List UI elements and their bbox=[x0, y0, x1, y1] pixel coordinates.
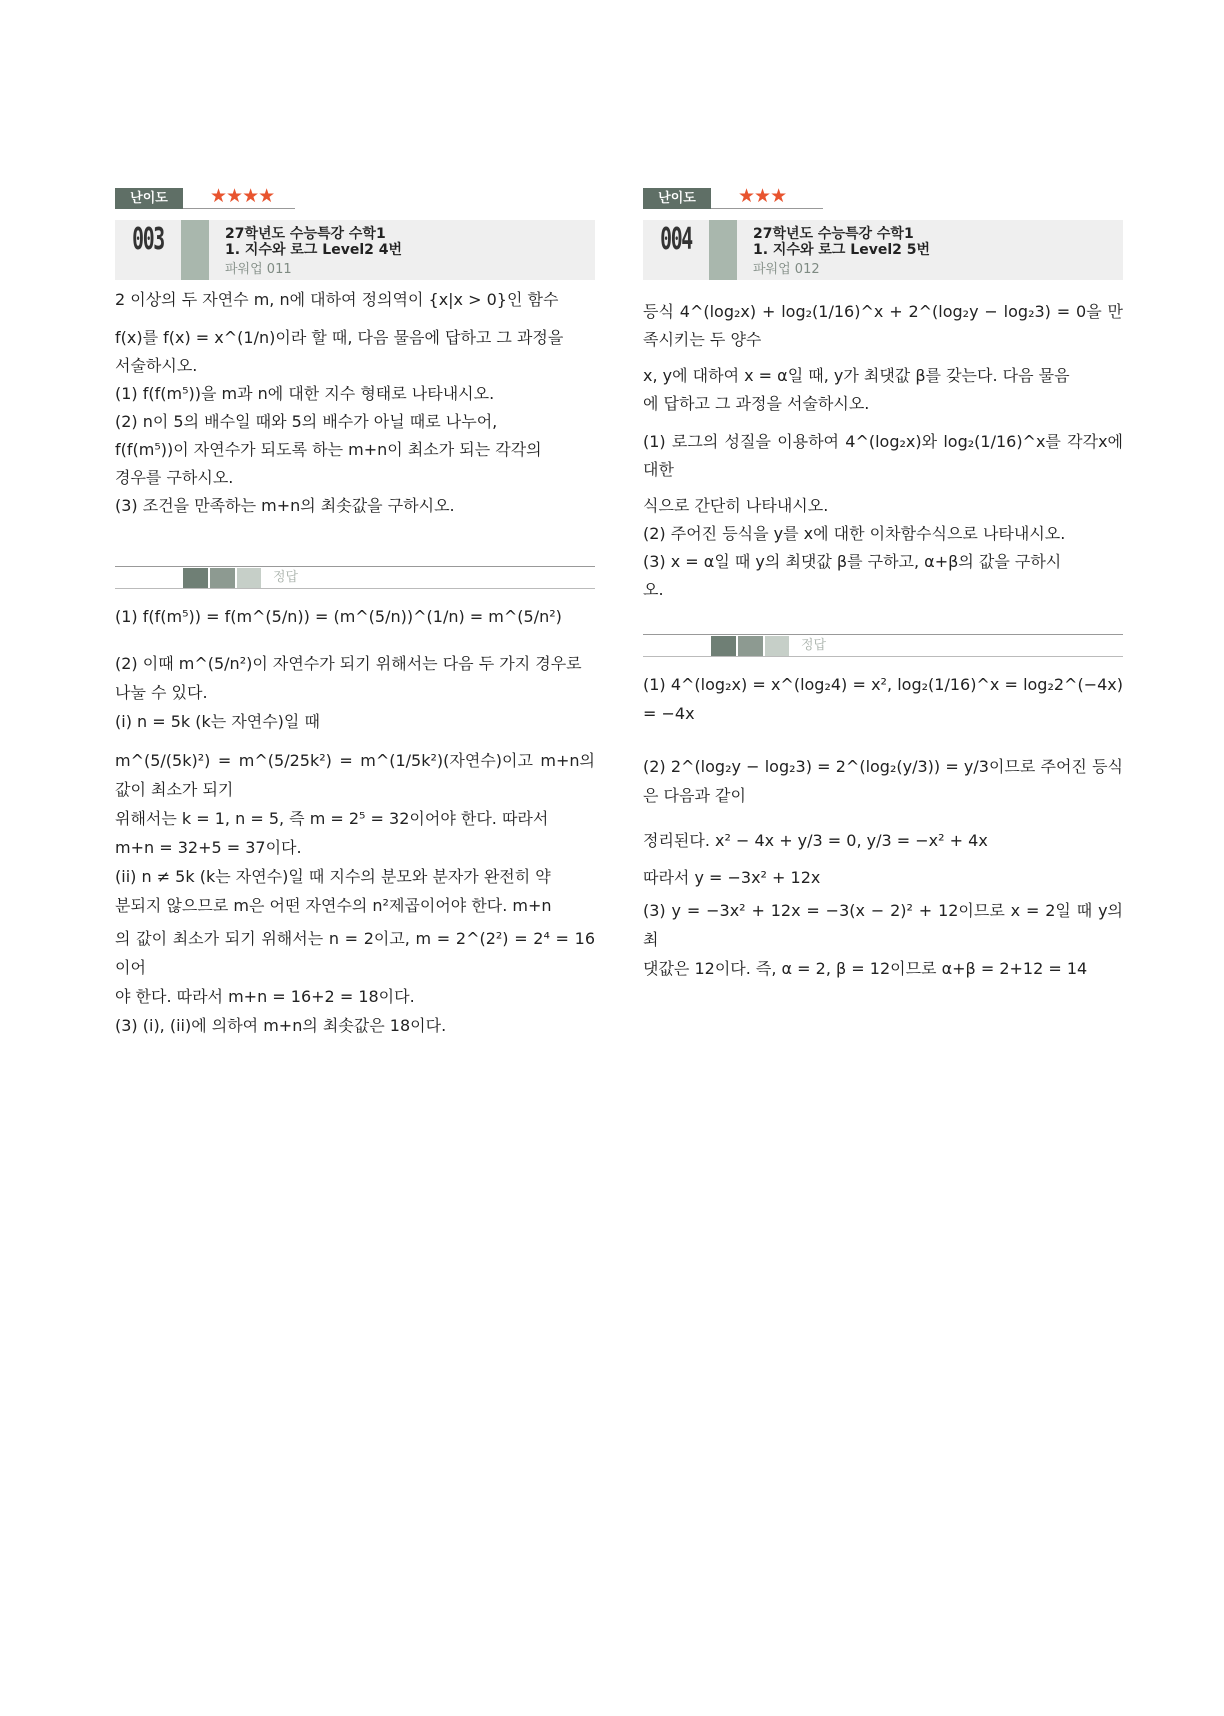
problem-line: (2) 주어진 등식을 y를 x에 대한 이차함수식으로 나타내시오. bbox=[643, 524, 1066, 543]
difficulty-stars: ★★★★ bbox=[210, 185, 275, 207]
problem-text bbox=[643, 298, 1123, 604]
answer-header-blocks bbox=[183, 568, 261, 588]
difficulty-row bbox=[115, 185, 595, 210]
problem-line: x, y에 대하여 x = α일 때, y가 최댓값 β를 갖는다. 다음 물음 bbox=[643, 366, 1070, 385]
answer-line: (i) n = 5k (k는 자연수)일 때 bbox=[115, 712, 320, 731]
problem-004-column bbox=[643, 185, 1123, 983]
answer-text bbox=[115, 602, 595, 1040]
problem-line: 서술하시오. bbox=[115, 356, 198, 375]
problem-line: 2 이상의 두 자연수 m, n에 대하여 정의역이 {x|x > 0}인 함수 bbox=[115, 290, 559, 309]
problem-line: 식으로 간단히 나타내시오. bbox=[643, 496, 829, 515]
problem-line: (1) f(f(m⁵))을 m과 n에 대한 지수 형태로 나타내시오. bbox=[115, 384, 495, 403]
answer-header bbox=[643, 634, 1123, 658]
problem-header bbox=[643, 220, 1123, 280]
problem-line: (2) n이 5의 배수일 때와 5의 배수가 아닐 때로 나누어, bbox=[115, 412, 498, 431]
difficulty-stars: ★★★ bbox=[738, 185, 787, 207]
answer-line: 정리된다. x² − 4x + y/3 = 0, y/3 = −x² + 4x bbox=[643, 831, 988, 850]
problem-header bbox=[115, 220, 595, 280]
divider bbox=[183, 208, 295, 209]
difficulty-row bbox=[643, 185, 1123, 210]
problem-line: (1) 로그의 성질을 이용하여 4^(log₂x)와 log₂(1/16)^x를 각각x에 대한 bbox=[643, 432, 1123, 479]
answer-line: (2) 2^(log₂y − log₂3) = 2^(log₂(y/3)) = y/3이므로 주어진 등식은 다음과 같이 bbox=[643, 757, 1123, 805]
difficulty-badge: 난이도 bbox=[115, 188, 183, 209]
answer-label: 정답 bbox=[801, 638, 827, 653]
answer-text bbox=[643, 670, 1123, 983]
problem-line: 등식 4^(log₂x) + log₂(1/16)^x + 2^(log₂y − log₂3) = 0을 만족시키는 두 양수 bbox=[643, 302, 1123, 349]
answer-line: 나눌 수 있다. bbox=[115, 683, 208, 702]
divider bbox=[711, 208, 823, 209]
problem-line: (3) x = α일 때 y의 최댓값 β를 구하고, α+β의 값을 구하시 bbox=[643, 552, 1062, 571]
answer-line: m^(5/(5k)²) = m^(5/25k²) = m^(1/5k²)(자연수)이고 m+n의 값이 최소가 되기 bbox=[115, 751, 595, 799]
divider bbox=[643, 634, 1123, 635]
source-ref: 파워업 012 bbox=[753, 262, 820, 277]
problem-line: f(x)를 f(x) = x^(1/n)이라 할 때, 다음 물음에 답하고 그 과정을 bbox=[115, 328, 564, 347]
answer-line: m+n = 32+5 = 37이다. bbox=[115, 838, 302, 857]
problem-text bbox=[115, 286, 595, 520]
answer-line: 댓값은 12이다. 즉, α = 2, β = 12이므로 α+β = 2+12 = 14 bbox=[643, 959, 1088, 978]
difficulty-badge: 난이도 bbox=[643, 188, 711, 209]
problem-line: (3) 조건을 만족하는 m+n의 최솟값을 구하시오. bbox=[115, 496, 455, 515]
answer-line: 따라서 y = −3x² + 12x bbox=[643, 868, 821, 887]
problem-003-column bbox=[115, 185, 595, 1040]
answer-line: 위해서는 k = 1, n = 5, 즉 m = 2⁵ = 32이어야 한다. 따라서 bbox=[115, 809, 549, 828]
problem-number: 004 bbox=[660, 222, 692, 257]
problem-number: 003 bbox=[132, 222, 164, 257]
source-ref: 파워업 011 bbox=[225, 262, 292, 277]
answer-line: (3) (i), (ii)에 의하여 m+n의 최솟값은 18이다. bbox=[115, 1016, 447, 1035]
header-accent-bar bbox=[181, 220, 209, 280]
problem-line: 오. bbox=[643, 580, 664, 599]
divider bbox=[643, 656, 1123, 657]
answer-line: (3) y = −3x² + 12x = −3(x − 2)² + 12이므로 x = 2일 때 y의 최 bbox=[643, 901, 1123, 949]
source-section: 1. 지수와 로그 Level2 5번 bbox=[753, 242, 931, 258]
problem-line: 에 답하고 그 과정을 서술하시오. bbox=[643, 394, 870, 413]
problem-line: f(f(m⁵))이 자연수가 되도록 하는 m+n이 최소가 되는 각각의 bbox=[115, 440, 542, 459]
answer-header bbox=[115, 566, 595, 590]
header-accent-bar bbox=[709, 220, 737, 280]
answer-line: (1) f(f(m⁵)) = f(m^(5/n)) = (m^(5/n))^(1/n) = m^(5/n²) bbox=[115, 607, 562, 626]
answer-line: 의 값이 최소가 되기 위해서는 n = 2이고, m = 2^(2²) = 2⁴ = 16이어 bbox=[115, 929, 595, 977]
problem-line: 경우를 구하시오. bbox=[115, 468, 234, 487]
source-title: 27학년도 수능특강 수학1 bbox=[753, 226, 914, 242]
divider bbox=[115, 588, 595, 589]
answer-header-blocks bbox=[711, 636, 789, 656]
answer-line: 분되지 않으므로 m은 어떤 자연수의 n²제곱이어야 한다. m+n bbox=[115, 896, 552, 915]
source-section: 1. 지수와 로그 Level2 4번 bbox=[225, 242, 403, 258]
answer-line: 야 한다. 따라서 m+n = 16+2 = 18이다. bbox=[115, 987, 415, 1006]
divider bbox=[115, 566, 595, 567]
answer-line: (ii) n ≠ 5k (k는 자연수)일 때 지수의 분모와 분자가 완전히 약 bbox=[115, 867, 551, 886]
answer-label: 정답 bbox=[273, 570, 299, 585]
answer-line: (1) 4^(log₂x) = x^(log₂4) = x², log₂(1/16)^x = log₂2^(−4x) = −4x bbox=[643, 675, 1123, 723]
answer-line: (2) 이때 m^(5/n²)이 자연수가 되기 위해서는 다음 두 가지 경우로 bbox=[115, 654, 582, 673]
source-title: 27학년도 수능특강 수학1 bbox=[225, 226, 386, 242]
